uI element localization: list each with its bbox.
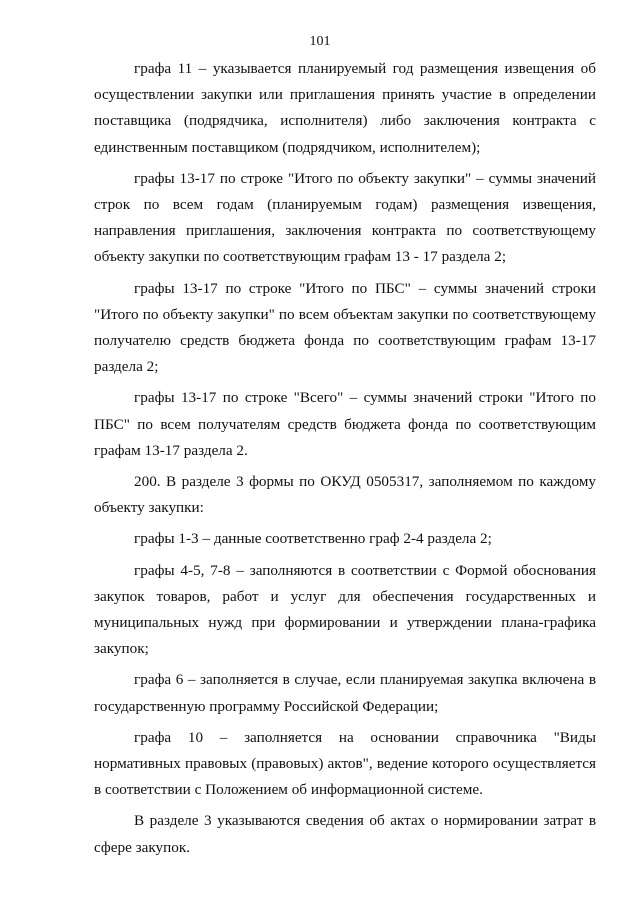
paragraph-columns-13-17-grand-total: графы 13-17 по строке "Всего" – суммы значений строки "Итого по ПБС" по всем получателям средств бюджета фонда по соответствующим графам 13-17 раздела 2. [94,389,596,459]
page-number: 101 [309,34,331,49]
paragraph-section-3-note: В разделе 3 указываются сведения об актах о нормировании затрат в сфере закупок. [94,812,596,856]
paragraph-columns-4-5-7-8: графы 4-5, 7-8 – заполняются в соответствии с Формой обоснования закупок товаров, работ и услуг для обеспечения государственных и муниципальных нужд при формировании и утверждении плана-графика закупок; [94,561,596,658]
paragraph-column-6: графа 6 – заполняется в случае, если планируемая закупка включена в государственную программу Российской Федерации; [94,671,596,715]
paragraph-columns-13-17-object-total: графы 13-17 по строке "Итого по объекту закупки" – суммы значений строк по всем годам (планируемым годам) размещения извещения, направления приглашения, заключения контракта по соответствующему объекту закупки по соответствующим графам 13 - 17 раздела 2; [94,169,596,266]
paragraph-item-200: 200. В разделе 3 формы по ОКУД 0505317, заполняемом по каждому объекту закупки: [94,473,596,517]
document-body [94,56,596,866]
paragraph-columns-13-17-pbs-total: графы 13-17 по строке "Итого по ПБС" – суммы значений строки "Итого по объекту закупки" по всем объектам закупки по соответствующему получателю средств бюджета фонда по соответствующим графам 13-17 раздела 2; [94,279,596,376]
paragraph-columns-1-3: графы 1-3 – данные соответственно граф 2-4 раздела 2; [134,530,492,548]
paragraph-column-10: графа 10 – заполняется на основании справочника "Виды нормативных правовых (правовых) актов", ведение которого осуществляется в соответствии с Положением об информационной системе. [94,728,596,799]
paragraph-column-11: графа 11 – указывается планируемый год размещения извещения об осуществлении закупки или приглашения принять участие в определении поставщика (подрядчика, исполнителя) либо заключения контракта с единственным поставщиком (подрядчиком, исполнителем); [94,60,596,156]
